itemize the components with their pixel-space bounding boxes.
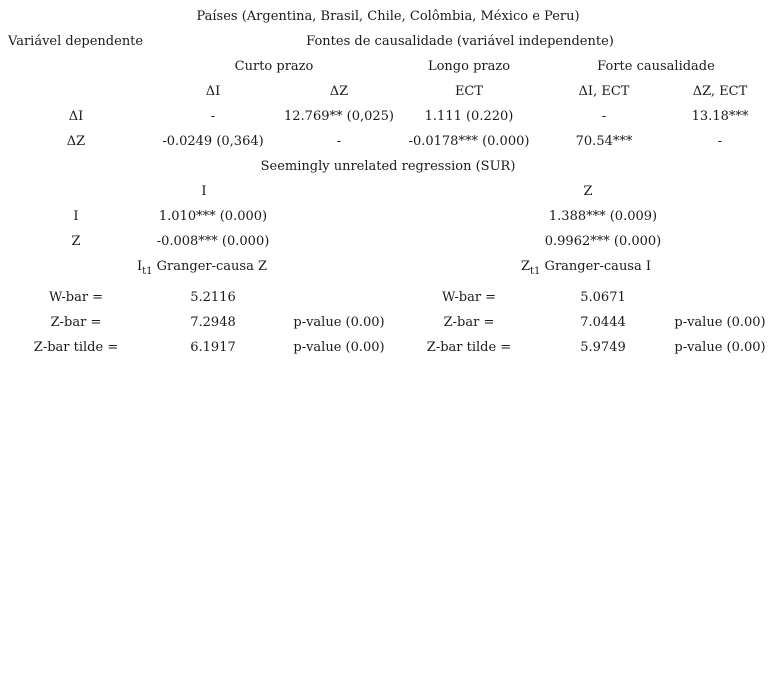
table-cell: 13.18***	[691, 109, 749, 124]
stat-value: 7.0444	[580, 315, 626, 330]
table-cell: 1.388*** (0.009)	[548, 209, 658, 224]
sur-col-header: Z	[583, 184, 593, 199]
col-header: ECT	[454, 84, 484, 99]
stat-value: 6.1917	[190, 340, 236, 355]
stat-pvalue: p-value (0.00)	[674, 315, 766, 330]
causality-sources-label: Fontes de causalidade (variável independente)	[306, 34, 614, 49]
row-variable: Z	[71, 234, 81, 249]
row-variable: ΔI	[68, 109, 84, 124]
stat-pvalue: p-value (0.00)	[293, 315, 385, 330]
stat-pvalue: p-value (0.00)	[293, 340, 385, 355]
stat-value: 5.0671	[580, 290, 626, 305]
sur-col-header: I	[201, 184, 207, 199]
stat-value: 5.2116	[190, 290, 236, 305]
table-cell: 1.010*** (0.000)	[158, 209, 268, 224]
table-cell: 12.769** (0,025)	[284, 109, 394, 124]
stat-label: W-bar =	[441, 290, 497, 305]
col-header: ΔZ, ECT	[692, 84, 748, 99]
stat-label: Z-bar tilde =	[33, 340, 119, 355]
stat-value: 7.2948	[190, 315, 236, 330]
table-cell: -	[336, 134, 342, 149]
table-cell: -0.0249 (0,364)	[162, 134, 264, 149]
table-cell: -	[717, 134, 723, 149]
dependent-variable-label: Variável dependente	[8, 34, 144, 49]
stat-label: Z-bar =	[50, 315, 102, 330]
stat-label: Z-bar tilde =	[426, 340, 512, 355]
table-cell: -	[210, 109, 216, 124]
stat-label: W-bar =	[48, 290, 104, 305]
table-cell: -0.0178*** (0.000)	[408, 134, 530, 149]
stat-label: Z-bar =	[443, 315, 495, 330]
group-short-term: Curto prazo	[234, 59, 314, 74]
sur-title: Seemingly unrelated regression (SUR)	[260, 159, 516, 174]
table-cell: 70.54***	[575, 134, 633, 149]
panel-right-heading: $Z_{t1}$ Granger-causa I	[520, 259, 652, 277]
row-variable: ΔZ	[66, 134, 86, 149]
row-variable: I	[73, 209, 79, 224]
group-long-term: Longo prazo	[427, 59, 511, 74]
stat-pvalue: p-value (0.00)	[674, 340, 766, 355]
col-header: ΔI	[205, 84, 221, 99]
col-header: ΔI, ECT	[578, 84, 630, 99]
table-cell: 0.9962*** (0.000)	[544, 234, 662, 249]
table-cell: 1.111 (0.220)	[424, 109, 514, 124]
table-cell: -	[601, 109, 607, 124]
table-cell: -0.008*** (0.000)	[156, 234, 270, 249]
group-strong-causality: Forte causalidade	[597, 59, 715, 74]
panel-left-heading: $I_{t1}$ Granger-causa Z	[137, 259, 267, 277]
col-header: ΔZ	[329, 84, 349, 99]
table-title: Países (Argentina, Brasil, Chile, Colômbia, México e Peru)	[196, 9, 580, 24]
stat-value: 5.9749	[580, 340, 626, 355]
